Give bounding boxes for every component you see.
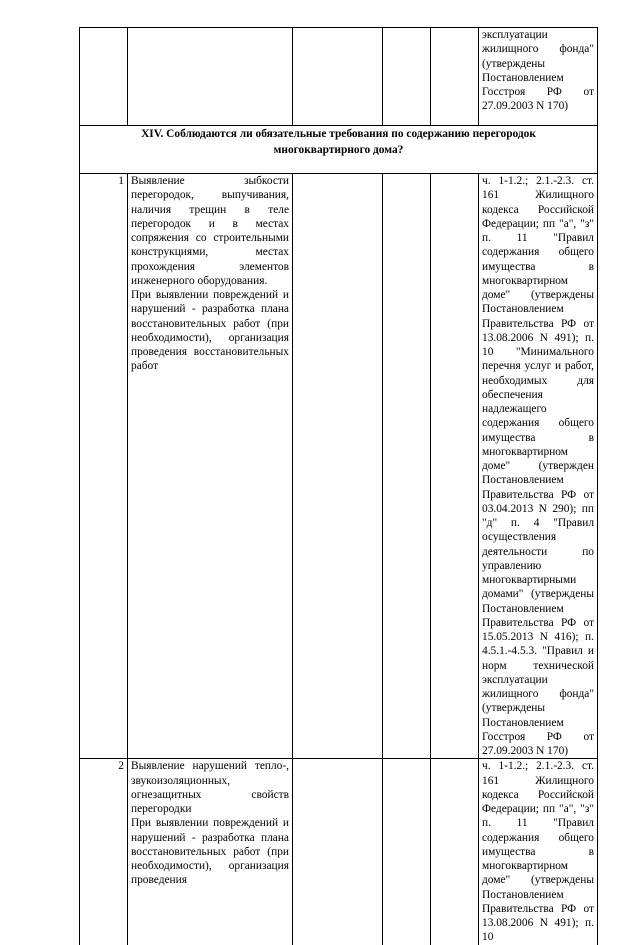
- reference-text: ч. 1-1.2.; 2.1.-2.3. ст. 161 Жилищного кодекса Российской Федерации; пп "а", "з" п. 11 "Правил содержания общего имущества в многоквартирном доме" (утверждены Постановлением Правительства РФ от 13.08.2006 N 491); п. 10 "Минимального перечня услуг и работ, необходимых для обеспечения надлежащего содержания общего имущества в многоквартирном доме" (утвержден Постановлением Правительства РФ от 03.04.2013 N 290); пп "д" п. 4 "Правил осуществления деятельности по управлению многоквартирными домами" (утверждены Постановлением Правительства РФ от 15.05.2013 N 416); п. 4.5.1.-4.5.3. "Правил и норм технической эксплуатации жилищного фонда" (утверждены Постановлением Госстроя РФ от 27.09.2003 N 170): [482, 175, 594, 757]
- answer-cell: [431, 174, 479, 759]
- requirements-table: [79, 27, 598, 945]
- reference-text: эксплуатации жилищного фонда" (утверждены Постановлением Госстроя РФ от 27.09.2003 N 170): [482, 29, 594, 113]
- reference-cell: [479, 759, 598, 945]
- requirement-text: Выявление зыбкости перегородок, выпучивания, наличия трещин в теле перегородок и в местах сопряжения со строительными конструкциями, местах прохождения элементов инженерного оборудования.: [131, 175, 289, 287]
- answer-cell: [293, 174, 383, 759]
- num-cell: [80, 28, 128, 126]
- table-row: [80, 759, 598, 945]
- section-title: [80, 126, 598, 174]
- table-row: [80, 174, 598, 759]
- answer-cell: [293, 759, 383, 945]
- section-title-line: XIV. Соблюдаются ли обязательные требования по содержанию перегородок: [141, 128, 536, 140]
- requirement-cell: [128, 759, 293, 945]
- answer-cell: [431, 759, 479, 945]
- answer-cell: [431, 28, 479, 126]
- section-header-row: [80, 126, 598, 174]
- row-number: 2: [80, 759, 128, 945]
- reference-cell: [479, 174, 598, 759]
- row-number: 1: [80, 174, 128, 759]
- answer-cell: [383, 28, 431, 126]
- answer-cell: [383, 759, 431, 945]
- answer-cell: [383, 174, 431, 759]
- requirement-cell: [128, 174, 293, 759]
- answer-cell: [293, 28, 383, 126]
- requirement-text: Выявление нарушений тепло-, звукоизоляционных, огнезащитных свойств перегородки: [131, 760, 289, 815]
- reference-cell: [479, 28, 598, 126]
- table-row: [80, 28, 598, 126]
- requirement-action-text: При выявлении повреждений и нарушений - разработка плана восстановительных работ (при необходимости), организация проведения: [131, 817, 289, 887]
- requirement-cell: [128, 28, 293, 126]
- requirement-action-text: При выявлении повреждений и нарушений - разработка плана восстановительных работ (при необходимости), организация проведения восстановительных работ: [131, 289, 289, 373]
- reference-text: ч. 1-1.2.; 2.1.-2.3. ст. 161 Жилищного кодекса Российской Федерации; пп "а", "з" п. 11 "Правил содержания общего имущества в многоквартирном доме" (утверждены Постановлением Правительства РФ от 13.08.2006 N 491); п. 10: [482, 760, 594, 944]
- section-title-line: многоквартирного дома?: [273, 144, 404, 156]
